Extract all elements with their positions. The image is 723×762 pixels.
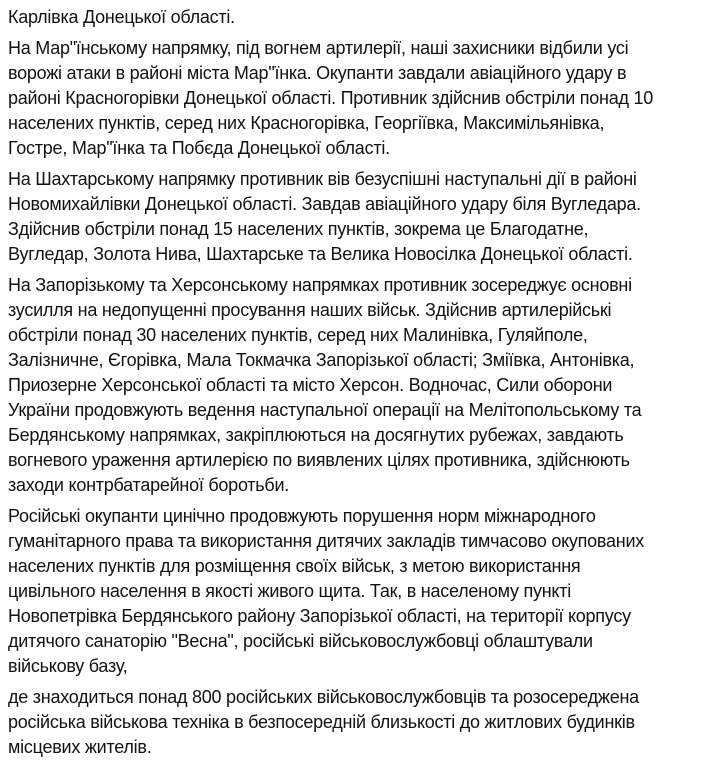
text-line: На Запорізькому та Херсонському напрямках противник зосереджує основні — [8, 275, 632, 295]
text-line: Залізничне, Єгорівка, Мала Токмачка Запорізької області; Зміївка, Антонівка, — [8, 350, 635, 370]
text-line: зусилля на недопущенні просування наших військ. Здійснив артилерійські — [8, 300, 612, 320]
text-line: військову базу, — [8, 656, 128, 676]
text-line: України продовжують ведення наступальної операції на Мелітопольському та — [8, 400, 642, 420]
text-line: Російські окупанти цинічно продовжують порушення норм міжнародного — [8, 506, 596, 526]
text-line: де знаходиться понад 800 російських військовослужбовців та розосереджена — [8, 687, 639, 707]
paragraph — [8, 504, 719, 679]
text-line: заходи контрбатарейної боротьби. — [8, 475, 290, 495]
text-line: Приозерне Херсонської області та місто Херсон. Водночас, Сили оборони — [8, 375, 613, 395]
text-line: вогневого ураження артилерією по виявлених цілях противника, здійснюють — [8, 450, 630, 470]
paragraph — [8, 5, 719, 30]
text-line: На Шахтарському напрямку противник вів безуспішні наступальні дії в районі — [8, 169, 637, 189]
text-line: Новопетрівка Бердянського району Запорізької області, на території корпусу — [8, 606, 631, 626]
text-line: російська військова техніка в безпосередній близькості до житлових будинків — [8, 712, 635, 732]
paragraph — [8, 273, 719, 498]
text-line: населених пунктів для розміщення своїх військ, з метою використання — [8, 556, 581, 576]
text-line: ворожі атаки в районі міста Мар"їнка. Окупанти завдали авіаційного удару в — [8, 63, 627, 83]
text-line: Вугледар, Золота Нива, Шахтарське та Велика Новосілка Донецької області. — [8, 244, 633, 264]
text-line: Карлівка Донецької області. — [8, 7, 235, 27]
text-line: Новомихайлівки Донецької області. Завдав авіаційного удару біля Вугледара. — [8, 194, 641, 214]
text-line: населених пунктів, серед них Красногорівка, Георгіївка, Максимільянівка, — [8, 113, 605, 133]
text-line: Гостре, Мар"їнка та Побєда Донецької області. — [8, 138, 390, 158]
text-line: обстріли понад 30 населених пунктів, серед них Малинівка, Гуляйполе, — [8, 325, 588, 345]
text-line: гуманітарного права та використання дитячих закладів тимчасово окупованих — [8, 531, 645, 551]
text-line: дитячого санаторію "Весна", російські військовослужбовці облаштували — [8, 631, 593, 651]
text-line: місцевих жителів. — [8, 737, 152, 757]
text-line: районі Красногорівки Донецької області. Противник здійснив обстріли понад 10 — [8, 88, 654, 108]
paragraph — [8, 685, 719, 760]
text-line: Здійснив обстріли понад 15 населених пунктів, зокрема це Благодатне, — [8, 219, 589, 239]
paragraph — [8, 36, 719, 161]
text-line: На Мар"їнському напрямку, під вогнем артилерії, наші захисники відбили усі — [8, 38, 629, 58]
text-line: цивільного населення в якості живого щита. Так, в населеному пункті — [8, 581, 571, 601]
text-line: Бердянському напрямках, закріплюються на досягнутих рубежах, завдають — [8, 425, 624, 445]
paragraph — [8, 167, 719, 267]
